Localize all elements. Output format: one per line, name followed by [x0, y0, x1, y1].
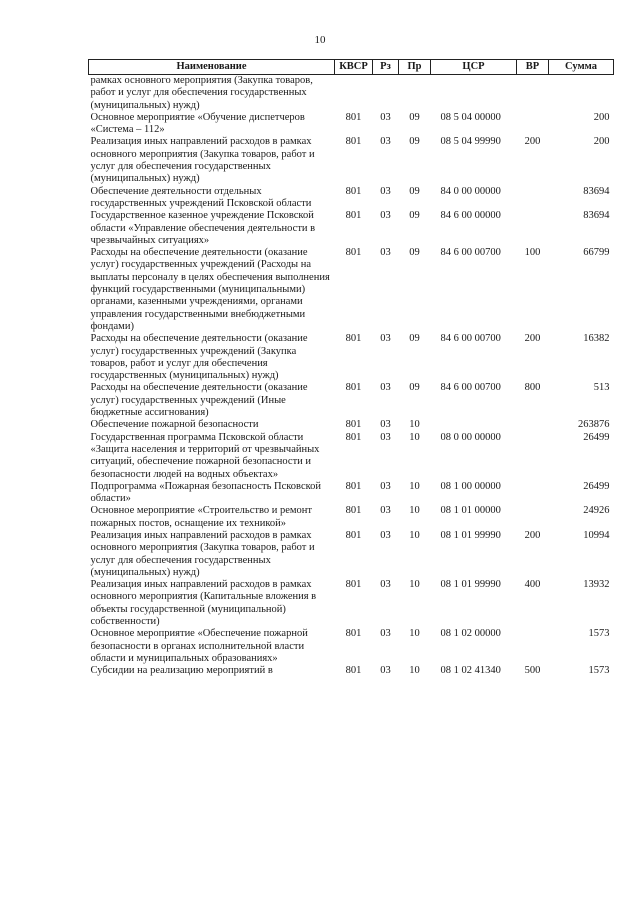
row-kvsr-cell: 801	[345, 111, 362, 123]
header-rz: Рз	[373, 60, 399, 75]
row-vr-cell	[517, 432, 549, 481]
table-row	[89, 665, 614, 677]
row-kvsr-cell: 801	[345, 333, 362, 345]
row-sum-cell	[549, 75, 614, 112]
row-pr-cell: 09	[409, 111, 420, 123]
row-rz-cell: 03	[380, 210, 391, 222]
header-row	[89, 60, 614, 75]
row-rz-cell: 03	[380, 185, 391, 197]
row-name-cell: Государственная программа Псковской области «Защита населения и территорий от чрезвычайных ситуаций, обеспечение пожарной безопасности и безопасности людей на водных объектах»	[90, 431, 320, 480]
row-kvsr-cell	[335, 75, 373, 112]
row-kvsr-cell: 801	[345, 665, 362, 677]
table-row	[89, 112, 614, 137]
row-kvsr-cell: 801	[345, 480, 362, 492]
table-row	[89, 210, 614, 247]
header-csr: ЦСР	[431, 60, 517, 75]
row-pr-cell: 10	[409, 628, 420, 640]
row-sum-cell: 26499	[583, 431, 610, 443]
row-rz-cell: 03	[380, 111, 391, 123]
page-number: 10	[314, 34, 326, 46]
row-rz-cell: 03	[380, 480, 391, 492]
table-row	[89, 432, 614, 481]
row-sum-cell: 1573	[588, 665, 610, 677]
row-rz-cell: 03	[380, 529, 391, 541]
row-name-cell: Субсидии на реализацию мероприятий в	[90, 665, 273, 677]
row-csr-cell: 84 6 00 00000	[440, 210, 501, 222]
row-kvsr-cell: 801	[345, 579, 362, 591]
table-row	[89, 75, 614, 112]
row-kvsr-cell: 801	[345, 628, 362, 640]
row-rz-cell: 03	[380, 665, 391, 677]
row-vr-cell	[517, 505, 549, 530]
row-rz-cell: 03	[380, 431, 391, 443]
row-kvsr-cell: 801	[345, 505, 362, 517]
row-csr-cell	[431, 419, 517, 431]
row-sum-cell: 200	[593, 111, 610, 123]
row-vr-cell	[517, 112, 549, 137]
row-vr-cell: 100	[524, 247, 541, 259]
row-name-cell: Реализация иных направлений расходов в рамках основного мероприятия (Закупка товаров, работ и услуг для обеспечения государственных (муниципальных) нужд)	[90, 529, 315, 578]
table-row	[89, 333, 614, 382]
row-kvsr-cell: 801	[345, 185, 362, 197]
row-pr-cell: 10	[409, 579, 420, 591]
row-rz-cell: 03	[380, 628, 391, 640]
row-vr-cell: 500	[524, 665, 541, 677]
table-row	[89, 247, 614, 333]
row-rz-cell	[373, 75, 399, 112]
row-kvsr-cell: 801	[345, 247, 362, 259]
row-csr-cell: 84 6 00 00700	[440, 382, 501, 394]
row-kvsr-cell: 801	[345, 431, 362, 443]
row-pr-cell: 10	[409, 480, 420, 492]
row-pr-cell	[399, 75, 431, 112]
row-pr-cell: 09	[409, 247, 420, 259]
row-sum-cell: 66799	[583, 247, 610, 259]
row-vr-cell: 200	[524, 529, 541, 541]
row-name-cell: Основное мероприятие «Обучение диспетчеров «Система – 112»	[90, 111, 305, 136]
row-sum-cell: 1573	[588, 628, 610, 640]
row-name-cell: Обеспечение деятельности отдельных государственных учреждений Псковской области	[90, 185, 312, 209]
row-rz-cell: 03	[380, 382, 391, 394]
row-name-cell: Реализация иных направлений расходов в рамках основного мероприятия (Капитальные вложения в объекты государственной (муниципальной) собственности)	[90, 579, 317, 628]
header-kvsr: КВСР	[335, 60, 373, 75]
table-row	[89, 628, 614, 665]
row-rz-cell: 03	[380, 419, 391, 431]
row-rz-cell: 03	[380, 505, 391, 517]
row-name-cell: Обеспечение пожарной безопасности	[90, 419, 259, 431]
table-header	[89, 60, 614, 75]
row-vr-cell	[517, 75, 549, 112]
row-pr-cell: 09	[409, 382, 420, 394]
row-rz-cell: 03	[380, 333, 391, 345]
row-pr-cell: 09	[409, 185, 420, 197]
row-csr-cell: 08 1 00 00000	[440, 480, 501, 492]
row-pr-cell: 09	[409, 210, 420, 222]
row-vr-cell: 400	[524, 579, 541, 591]
row-sum-cell: 200	[593, 136, 610, 148]
row-csr-cell: 08 1 01 99990	[440, 529, 501, 541]
row-vr-cell	[517, 628, 549, 665]
row-csr-cell: 84 6 00 00700	[440, 247, 501, 259]
row-vr-cell	[517, 481, 549, 506]
row-name-cell: Расходы на обеспечение деятельности (оказание услуг) государственных учреждений (Расходы на выплаты персоналу в целях обеспечения выполнения функций государственными (муниципальными) органами, казенными учреждениями, органами управления государственными внебюджетными фондами)	[90, 247, 330, 332]
header-sum: Сумма	[549, 60, 614, 75]
row-sum-cell: 16382	[583, 333, 610, 345]
row-csr-cell	[431, 75, 517, 112]
row-csr-cell: 84 0 00 00000	[440, 185, 501, 197]
row-vr-cell	[517, 419, 549, 431]
row-pr-cell: 10	[409, 665, 420, 677]
row-kvsr-cell: 801	[345, 136, 362, 148]
row-sum-cell: 263876	[578, 419, 610, 431]
row-sum-cell: 83694	[583, 210, 610, 222]
row-kvsr-cell: 801	[345, 419, 362, 431]
row-pr-cell: 10	[409, 431, 420, 443]
row-kvsr-cell: 801	[345, 382, 362, 394]
row-vr-cell: 200	[524, 333, 541, 345]
row-csr-cell: 08 5 04 99990	[440, 136, 501, 148]
table-row	[89, 382, 614, 419]
row-sum-cell: 10994	[583, 529, 610, 541]
table-row	[89, 505, 614, 530]
row-name-cell: Основное мероприятие «Обеспечение пожарной безопасности в органах исполнительной власти области и муниципальных образованиях»	[90, 628, 308, 664]
table-row	[89, 530, 614, 579]
row-vr-cell: 800	[524, 382, 541, 394]
row-csr-cell: 08 1 01 00000	[440, 505, 501, 517]
row-name-cell: Основное мероприятие «Строительство и ремонт пожарных постов, оснащение их техникой»	[90, 505, 312, 529]
budget-table	[88, 59, 614, 678]
table-row	[89, 579, 614, 628]
row-pr-cell: 09	[409, 136, 420, 148]
header-pr: Пр	[399, 60, 431, 75]
row-rz-cell: 03	[380, 247, 391, 259]
row-sum-cell: 513	[593, 382, 610, 394]
row-sum-cell: 13932	[583, 579, 610, 591]
row-csr-cell: 08 1 01 99990	[440, 579, 501, 591]
row-csr-cell: 08 1 02 00000	[440, 628, 501, 640]
row-sum-cell: 26499	[583, 480, 610, 492]
row-csr-cell: 08 0 00 00000	[440, 431, 501, 443]
row-name-cell: Государственное казенное учреждение Псковской области «Управление обеспечения деятельности в чрезвычайных ситуациях»	[90, 210, 316, 246]
row-rz-cell: 03	[380, 136, 391, 148]
row-kvsr-cell: 801	[345, 210, 362, 222]
row-kvsr-cell: 801	[345, 529, 362, 541]
header-vr: ВР	[517, 60, 549, 75]
table-body	[89, 75, 614, 678]
table-row	[89, 481, 614, 506]
row-vr-cell	[517, 210, 549, 247]
row-vr-cell: 200	[524, 136, 541, 148]
row-csr-cell: 84 6 00 00700	[440, 333, 501, 345]
row-vr-cell	[517, 186, 549, 211]
table-row	[89, 419, 614, 431]
row-pr-cell: 10	[409, 529, 420, 541]
row-pr-cell: 10	[409, 505, 420, 517]
row-sum-cell: 83694	[583, 185, 610, 197]
row-sum-cell: 24926	[583, 505, 610, 517]
row-rz-cell: 03	[380, 579, 391, 591]
row-csr-cell: 08 5 04 00000	[440, 111, 501, 123]
row-pr-cell: 09	[409, 333, 420, 345]
header-name: Наименование	[89, 60, 335, 75]
row-name-cell: Расходы на обеспечение деятельности (оказание услуг) государственных учреждений (Иные бюджетные ассигнования)	[90, 382, 308, 419]
row-pr-cell: 10	[409, 419, 420, 431]
row-name-cell: Подпрограмма «Пожарная безопасность Псковской области»	[90, 480, 322, 505]
table-row	[89, 186, 614, 211]
row-csr-cell: 08 1 02 41340	[440, 665, 501, 677]
row-name-cell: Реализация иных направлений расходов в рамках основного мероприятия (Закупка товаров, работ и услуг для обеспечения государственных (муниципальных) нужд)	[90, 136, 315, 185]
table-row	[89, 136, 614, 185]
row-name-cell: рамках основного мероприятия (Закупка товаров, работ и услуг для обеспечения государственных (муниципальных) нужд)	[90, 75, 313, 111]
row-name-cell: Расходы на обеспечение деятельности (оказание услуг) государственных учреждений (Закупка товаров, работ и услуг для обеспечения государственных (муниципальных) нужд)	[90, 333, 308, 382]
